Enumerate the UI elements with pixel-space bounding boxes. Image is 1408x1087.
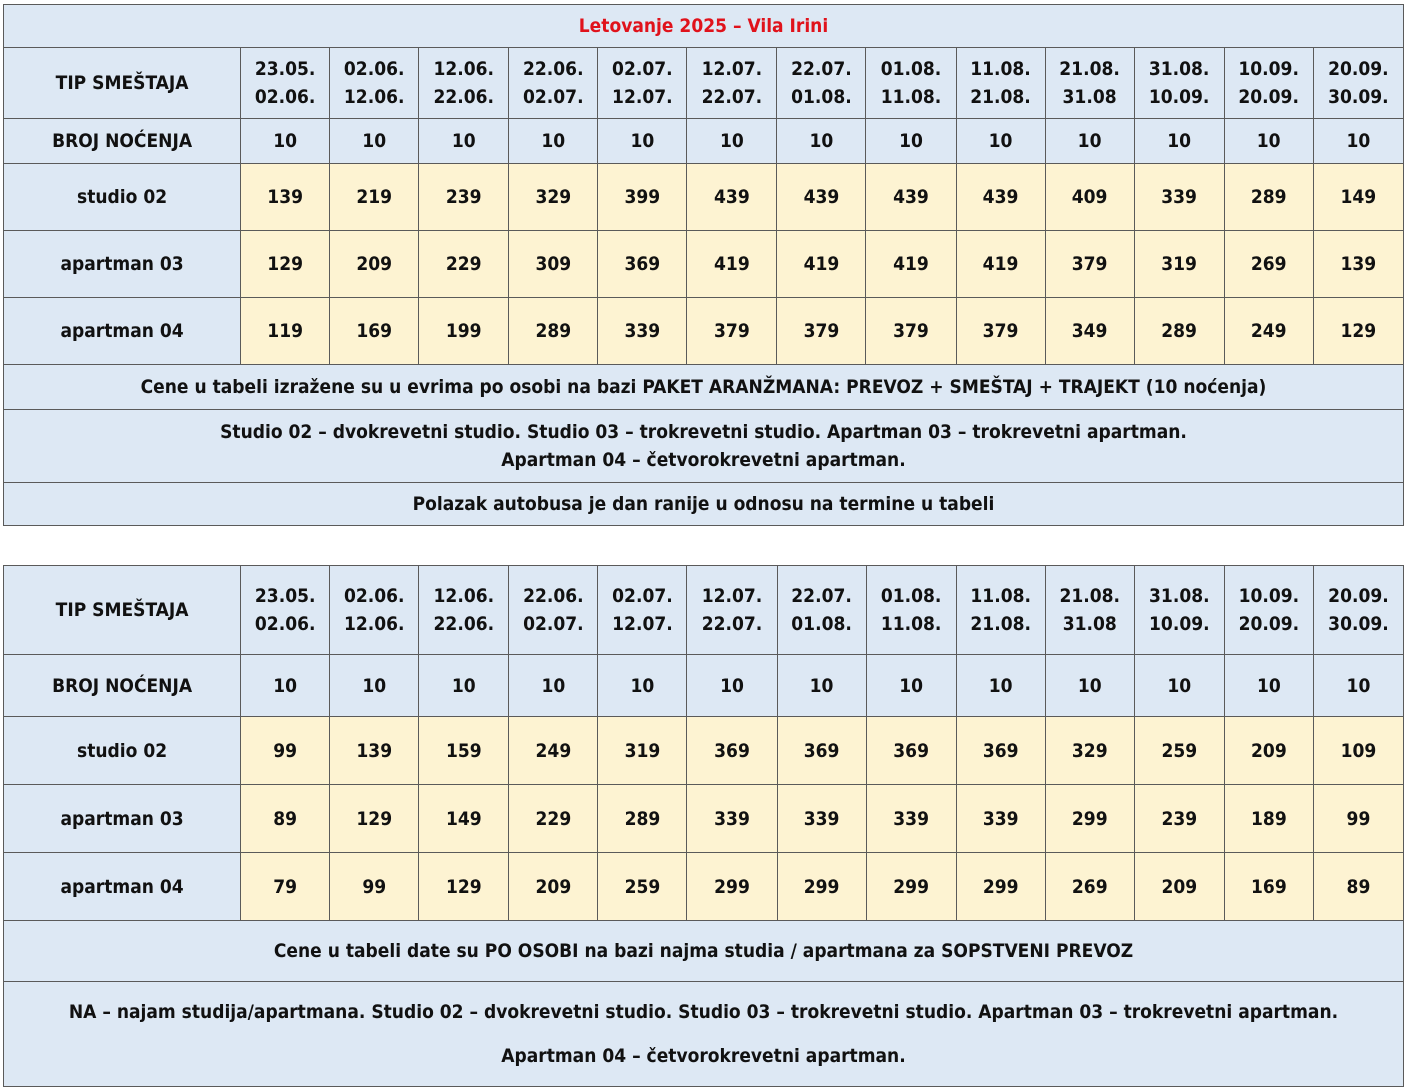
period-to: 31.08 [1062, 86, 1117, 108]
price-cell: 339 [1134, 164, 1224, 231]
price-cell: 139 [1313, 231, 1403, 298]
period-cell [598, 48, 687, 119]
price-cell: 249 [1224, 298, 1313, 365]
price-cell: 379 [687, 298, 777, 365]
nights-cell: 10 [866, 119, 956, 164]
price-cell: 129 [1313, 298, 1403, 365]
period-from: 20.09. [1328, 58, 1389, 80]
period-from: 31.08. [1149, 585, 1210, 607]
note-text: Apartman 04 – četvorokrevetni apartman. [501, 449, 906, 471]
period-to: 22.06. [433, 86, 495, 108]
period-cell [509, 48, 598, 119]
period-to: 02.07. [523, 613, 584, 635]
period-from: 11.08. [970, 585, 1031, 607]
nights-cell: 10 [419, 119, 509, 164]
price-cell: 439 [687, 164, 777, 231]
period-from: 23.05. [254, 585, 316, 607]
period-to: 10.09. [1148, 86, 1210, 108]
nights-cell: 10 [777, 119, 866, 164]
note-text: Cene u tabeli date su PO OSOBI na bazi najma studia / apartmana za SOPSTVENI PREVOZ [273, 940, 1134, 962]
period-cell [330, 566, 419, 655]
price-cell: 349 [1045, 298, 1134, 365]
nights-cell: 10 [1313, 655, 1403, 717]
period-cell [241, 566, 330, 655]
period-from: 12.07. [701, 585, 763, 607]
period-from: 01.08. [880, 58, 942, 80]
period-cell [1045, 48, 1134, 119]
price-cell: 129 [241, 231, 330, 298]
price-cell: 299 [866, 853, 956, 921]
period-to: 20.09. [1238, 86, 1299, 108]
nights-cell: 10 [509, 119, 598, 164]
price-cell: 139 [241, 164, 330, 231]
price-table-own-transport [3, 565, 1404, 1087]
nights-cell: 10 [1134, 655, 1224, 717]
period-from: 02.07. [612, 58, 673, 80]
price-cell: 419 [777, 231, 866, 298]
price-cell: 199 [419, 298, 509, 365]
note-row [4, 483, 1404, 526]
title-row [4, 5, 1404, 48]
period-from: 10.09. [1238, 58, 1299, 80]
period-from: 02.06. [343, 58, 405, 80]
period-to: 01.08. [791, 613, 852, 635]
period-from: 22.07. [791, 585, 852, 607]
price-cell: 369 [687, 717, 777, 785]
nights-cell: 10 [777, 655, 866, 717]
price-cell: 269 [1045, 853, 1134, 921]
table-row [4, 853, 1404, 921]
period-cell [1134, 48, 1224, 119]
period-to: 02.06. [254, 86, 316, 108]
note-cell [4, 483, 1404, 526]
period-from: 11.08. [970, 58, 1031, 80]
period-from: 12.07. [701, 58, 763, 80]
period-cell [1045, 566, 1134, 655]
price-cell: 89 [241, 785, 330, 853]
price-cell: 339 [687, 785, 777, 853]
price-cell: 379 [1045, 231, 1134, 298]
period-cell [866, 566, 956, 655]
nights-cell: 10 [1224, 655, 1313, 717]
nights-cell: 10 [866, 655, 956, 717]
price-cell: 169 [1224, 853, 1313, 921]
period-from: 01.08. [880, 585, 942, 607]
period-cell [956, 48, 1045, 119]
price-cell: 159 [419, 717, 509, 785]
price-cell: 369 [866, 717, 956, 785]
price-cell: 309 [509, 231, 598, 298]
period-to: 20.09. [1238, 613, 1300, 635]
room-type: apartman 03 [4, 785, 241, 853]
price-cell: 99 [330, 853, 419, 921]
period-to: 11.08. [880, 86, 942, 108]
period-from: 21.08. [1059, 585, 1121, 607]
period-from: 10.09. [1238, 585, 1300, 607]
price-cell: 439 [866, 164, 956, 231]
price-cell: 319 [1134, 231, 1224, 298]
table-title: Letovanje 2025 – Vila Irini [4, 5, 1404, 48]
price-cell: 329 [1045, 717, 1134, 785]
price-cell: 259 [598, 853, 687, 921]
price-cell: 439 [956, 164, 1045, 231]
nights-cell: 10 [956, 655, 1045, 717]
nights-cell: 10 [1313, 119, 1403, 164]
note-text: Studio 02 – dvokrevetni studio. Studio 03 – trokrevetni studio. Apartman 03 – trokrevetni apartman. [220, 421, 1187, 443]
price-cell: 119 [241, 298, 330, 365]
nights-cell: 10 [598, 655, 687, 717]
price-cell: 299 [1045, 785, 1134, 853]
period-to: 30.09. [1328, 86, 1389, 108]
price-cell: 99 [1313, 785, 1403, 853]
price-cell: 289 [509, 298, 598, 365]
period-to: 01.08. [791, 86, 852, 108]
table-row [4, 298, 1404, 365]
price-cell: 379 [866, 298, 956, 365]
period-to: 11.08. [880, 613, 942, 635]
price-cell: 299 [777, 853, 866, 921]
table-row [4, 231, 1404, 298]
period-cell [1224, 566, 1313, 655]
period-to: 21.08. [970, 613, 1031, 635]
room-type: apartman 03 [4, 231, 241, 298]
nights-row [4, 119, 1404, 164]
period-cell [1224, 48, 1313, 119]
price-cell: 289 [1224, 164, 1313, 231]
note-cell [4, 982, 1404, 1087]
nights-cell: 10 [1045, 119, 1134, 164]
price-cell: 369 [598, 231, 687, 298]
price-cell: 289 [1134, 298, 1224, 365]
period-to: 12.07. [612, 86, 673, 108]
note-text: Polazak autobusa je dan ranije u odnosu na termine u tabeli [412, 493, 995, 515]
table-row [4, 164, 1404, 231]
nights-cell: 10 [330, 655, 419, 717]
price-cell: 99 [241, 717, 330, 785]
period-cell [1313, 566, 1403, 655]
period-to: 30.09. [1328, 613, 1389, 635]
price-cell: 419 [687, 231, 777, 298]
table-row [4, 785, 1404, 853]
nights-cell: 10 [241, 119, 330, 164]
price-cell: 419 [956, 231, 1045, 298]
note-row [4, 365, 1404, 410]
note-cell [4, 921, 1404, 982]
period-to: 02.06. [254, 613, 316, 635]
period-to: 12.06. [343, 86, 405, 108]
price-cell: 89 [1313, 853, 1403, 921]
price-cell: 259 [1134, 717, 1224, 785]
period-from: 23.05. [254, 58, 316, 80]
period-cell [687, 48, 777, 119]
price-cell: 329 [509, 164, 598, 231]
price-cell: 409 [1045, 164, 1134, 231]
period-to: 12.07. [612, 613, 673, 635]
price-cell: 299 [956, 853, 1045, 921]
price-cell: 369 [777, 717, 866, 785]
header-label: TIP SMEŠTAJA [4, 48, 241, 119]
price-cell: 79 [241, 853, 330, 921]
nights-label: BROJ NOĆENJA [4, 655, 241, 717]
period-cell [687, 566, 777, 655]
price-cell: 229 [419, 231, 509, 298]
price-cell: 319 [598, 717, 687, 785]
period-cell [777, 566, 866, 655]
nights-cell: 10 [330, 119, 419, 164]
room-type: apartman 04 [4, 298, 241, 365]
price-cell: 139 [330, 717, 419, 785]
period-header-row [4, 48, 1404, 119]
price-cell: 209 [509, 853, 598, 921]
price-cell: 339 [777, 785, 866, 853]
period-from: 20.09. [1328, 585, 1389, 607]
period-to: 21.08. [970, 86, 1031, 108]
period-from: 22.06. [523, 585, 584, 607]
period-to: 22.06. [433, 613, 495, 635]
nights-cell: 10 [1224, 119, 1313, 164]
nights-cell: 10 [419, 655, 509, 717]
room-type: studio 02 [4, 164, 241, 231]
period-cell [419, 566, 509, 655]
price-cell: 239 [1134, 785, 1224, 853]
period-cell [1313, 48, 1403, 119]
period-from: 12.06. [433, 58, 495, 80]
period-to: 31.08 [1062, 613, 1117, 635]
price-cell: 239 [419, 164, 509, 231]
nights-cell: 10 [598, 119, 687, 164]
nights-cell: 10 [509, 655, 598, 717]
price-cell: 149 [419, 785, 509, 853]
note-row [4, 921, 1404, 982]
period-cell [777, 48, 866, 119]
period-from: 31.08. [1148, 58, 1210, 80]
price-cell: 339 [866, 785, 956, 853]
period-from: 21.08. [1059, 58, 1120, 80]
period-from: 12.06. [433, 585, 495, 607]
nights-cell: 10 [687, 655, 777, 717]
price-cell: 209 [1224, 717, 1313, 785]
note-row [4, 410, 1404, 483]
price-cell: 289 [598, 785, 687, 853]
period-cell [330, 48, 419, 119]
nights-cell: 10 [1045, 655, 1134, 717]
price-cell: 399 [598, 164, 687, 231]
period-cell [419, 48, 509, 119]
note-cell [4, 365, 1404, 410]
price-cell: 209 [330, 231, 419, 298]
price-cell: 209 [1134, 853, 1224, 921]
period-cell [241, 48, 330, 119]
price-cell: 439 [777, 164, 866, 231]
price-cell: 419 [866, 231, 956, 298]
note-text: Apartman 04 – četvorokrevetni apartman. [501, 1045, 906, 1067]
price-cell: 129 [330, 785, 419, 853]
period-to: 12.06. [343, 613, 405, 635]
price-cell: 379 [777, 298, 866, 365]
period-cell [866, 48, 956, 119]
price-cell: 249 [509, 717, 598, 785]
nights-cell: 10 [687, 119, 777, 164]
period-from: 22.06. [523, 58, 584, 80]
price-table-package [3, 4, 1404, 526]
header-label: TIP SMEŠTAJA [4, 566, 241, 655]
note-row [4, 982, 1404, 1087]
price-cell: 339 [598, 298, 687, 365]
period-from: 02.07. [612, 585, 673, 607]
price-cell: 229 [509, 785, 598, 853]
nights-cell: 10 [241, 655, 330, 717]
period-to: 22.07. [701, 86, 763, 108]
room-type: studio 02 [4, 717, 241, 785]
price-cell: 269 [1224, 231, 1313, 298]
price-cell: 109 [1313, 717, 1403, 785]
period-cell [1134, 566, 1224, 655]
price-cell: 189 [1224, 785, 1313, 853]
price-cell: 369 [956, 717, 1045, 785]
room-type: apartman 04 [4, 853, 241, 921]
period-header-row [4, 566, 1404, 655]
period-from: 02.06. [343, 585, 405, 607]
period-to: 22.07. [701, 613, 763, 635]
nights-row [4, 655, 1404, 717]
price-cell: 379 [956, 298, 1045, 365]
nights-cell: 10 [956, 119, 1045, 164]
price-cell: 149 [1313, 164, 1403, 231]
price-cell: 339 [956, 785, 1045, 853]
period-cell [598, 566, 687, 655]
note-text: Cene u tabeli izražene su u evrima po osobi na bazi PAKET ARANŽMANA: PREVOZ + SMEŠTAJ + TRAJEKT (10 noćenja) [140, 376, 1267, 398]
note-text: NA – najam studija/apartmana. Studio 02 – dvokrevetni studio. Studio 03 – trokrevetni studio. Apartman 03 – trokrevetni apartman. [68, 1001, 1339, 1023]
period-to: 02.07. [523, 86, 584, 108]
period-from: 22.07. [791, 58, 852, 80]
period-to: 10.09. [1149, 613, 1210, 635]
period-cell [956, 566, 1045, 655]
note-cell [4, 410, 1404, 483]
period-cell [509, 566, 598, 655]
price-cell: 219 [330, 164, 419, 231]
price-cell: 169 [330, 298, 419, 365]
price-cell: 299 [687, 853, 777, 921]
nights-cell: 10 [1134, 119, 1224, 164]
nights-label: BROJ NOĆENJA [4, 119, 241, 164]
table-row [4, 717, 1404, 785]
price-cell: 129 [419, 853, 509, 921]
